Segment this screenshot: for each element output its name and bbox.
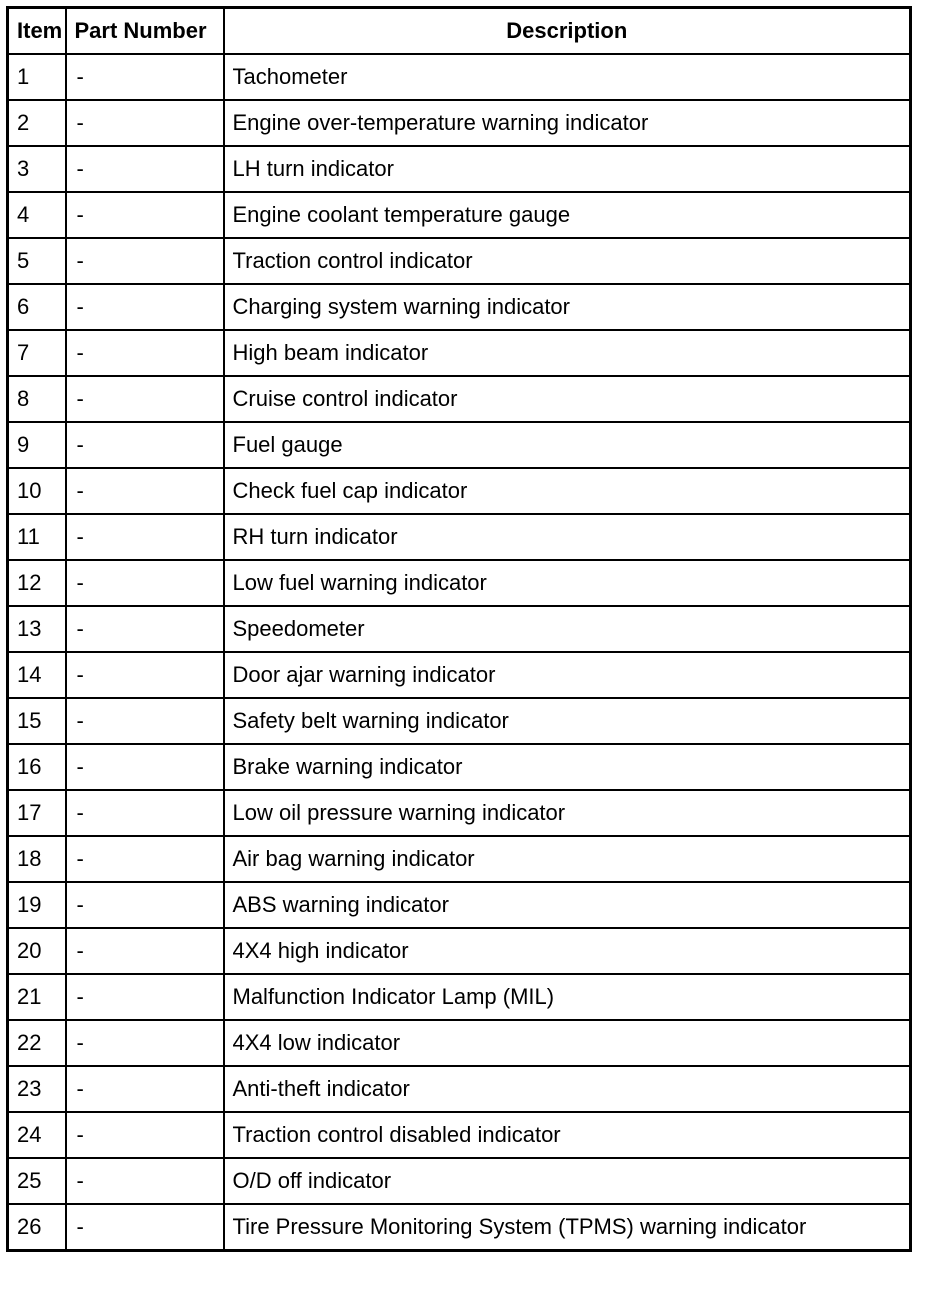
cell-item: 12	[8, 560, 66, 606]
cell-item: 26	[8, 1204, 66, 1251]
cell-item: 1	[8, 54, 66, 100]
cell-description: Charging system warning indicator	[224, 284, 911, 330]
cell-description: Safety belt warning indicator	[224, 698, 911, 744]
cell-description: Engine coolant temperature gauge	[224, 192, 911, 238]
cell-part-number: -	[66, 836, 224, 882]
table-row	[8, 468, 911, 514]
table-row	[8, 238, 911, 284]
table-row	[8, 974, 911, 1020]
cell-description: Cruise control indicator	[224, 376, 911, 422]
cell-part-number: -	[66, 100, 224, 146]
cell-description: Check fuel cap indicator	[224, 468, 911, 514]
table-row	[8, 652, 911, 698]
cell-description: Tire Pressure Monitoring System (TPMS) warning indicator	[224, 1204, 911, 1251]
table-row	[8, 1204, 911, 1251]
cell-description: Air bag warning indicator	[224, 836, 911, 882]
cell-part-number: -	[66, 54, 224, 100]
cell-description: Fuel gauge	[224, 422, 911, 468]
cell-item: 16	[8, 744, 66, 790]
table-row	[8, 146, 911, 192]
cell-item: 3	[8, 146, 66, 192]
table-row	[8, 698, 911, 744]
cell-item: 10	[8, 468, 66, 514]
table-row	[8, 100, 911, 146]
cell-part-number: -	[66, 238, 224, 284]
cell-description: ABS warning indicator	[224, 882, 911, 928]
cell-item: 8	[8, 376, 66, 422]
table-row	[8, 330, 911, 376]
table-row	[8, 882, 911, 928]
header-part-number: Part Number	[66, 8, 224, 55]
table-row	[8, 836, 911, 882]
cell-item: 18	[8, 836, 66, 882]
cell-description: High beam indicator	[224, 330, 911, 376]
cell-part-number: -	[66, 882, 224, 928]
cell-description: Door ajar warning indicator	[224, 652, 911, 698]
cell-part-number: -	[66, 1066, 224, 1112]
cell-part-number: -	[66, 330, 224, 376]
table-row	[8, 1066, 911, 1112]
cell-item: 25	[8, 1158, 66, 1204]
cell-item: 9	[8, 422, 66, 468]
header-description: Description	[224, 8, 911, 55]
cell-item: 22	[8, 1020, 66, 1066]
cell-description: Low oil pressure warning indicator	[224, 790, 911, 836]
cell-part-number: -	[66, 606, 224, 652]
table-row	[8, 560, 911, 606]
cell-part-number: -	[66, 928, 224, 974]
table-row	[8, 376, 911, 422]
cell-description: Low fuel warning indicator	[224, 560, 911, 606]
table-body	[8, 54, 911, 1251]
cell-description: O/D off indicator	[224, 1158, 911, 1204]
cell-description: Traction control indicator	[224, 238, 911, 284]
cell-item: 19	[8, 882, 66, 928]
cell-description: Anti-theft indicator	[224, 1066, 911, 1112]
cell-part-number: -	[66, 376, 224, 422]
table-row	[8, 606, 911, 652]
cell-part-number: -	[66, 468, 224, 514]
cell-part-number: -	[66, 284, 224, 330]
table-row	[8, 54, 911, 100]
cell-item: 11	[8, 514, 66, 560]
table-row	[8, 514, 911, 560]
cell-part-number: -	[66, 1204, 224, 1251]
cell-description: Speedometer	[224, 606, 911, 652]
cell-description: Malfunction Indicator Lamp (MIL)	[224, 974, 911, 1020]
table-row	[8, 192, 911, 238]
cell-item: 20	[8, 928, 66, 974]
cell-description: 4X4 high indicator	[224, 928, 911, 974]
table-row	[8, 1158, 911, 1204]
cell-part-number: -	[66, 422, 224, 468]
cell-part-number: -	[66, 1112, 224, 1158]
table-row	[8, 790, 911, 836]
cell-description: Engine over-temperature warning indicator	[224, 100, 911, 146]
cell-item: 2	[8, 100, 66, 146]
cell-description: Tachometer	[224, 54, 911, 100]
cell-description: 4X4 low indicator	[224, 1020, 911, 1066]
cell-description: Traction control disabled indicator	[224, 1112, 911, 1158]
table-header-row	[8, 8, 911, 55]
cell-part-number: -	[66, 652, 224, 698]
cell-part-number: -	[66, 744, 224, 790]
cell-item: 15	[8, 698, 66, 744]
cell-item: 6	[8, 284, 66, 330]
cell-part-number: -	[66, 790, 224, 836]
cell-description: RH turn indicator	[224, 514, 911, 560]
cell-description: LH turn indicator	[224, 146, 911, 192]
cell-item: 24	[8, 1112, 66, 1158]
cell-part-number: -	[66, 974, 224, 1020]
parts-table	[6, 6, 912, 1252]
cell-part-number: -	[66, 560, 224, 606]
cell-part-number: -	[66, 1020, 224, 1066]
cell-item: 13	[8, 606, 66, 652]
cell-part-number: -	[66, 192, 224, 238]
cell-item: 23	[8, 1066, 66, 1112]
table-row	[8, 284, 911, 330]
cell-part-number: -	[66, 514, 224, 560]
cell-item: 14	[8, 652, 66, 698]
cell-description: Brake warning indicator	[224, 744, 911, 790]
cell-item: 4	[8, 192, 66, 238]
cell-item: 7	[8, 330, 66, 376]
table-row	[8, 1020, 911, 1066]
table-row	[8, 422, 911, 468]
cell-part-number: -	[66, 698, 224, 744]
cell-item: 5	[8, 238, 66, 284]
cell-item: 17	[8, 790, 66, 836]
cell-part-number: -	[66, 1158, 224, 1204]
header-item: Item	[8, 8, 66, 55]
table-row	[8, 744, 911, 790]
cell-item: 21	[8, 974, 66, 1020]
cell-part-number: -	[66, 146, 224, 192]
table-row	[8, 928, 911, 974]
table-row	[8, 1112, 911, 1158]
